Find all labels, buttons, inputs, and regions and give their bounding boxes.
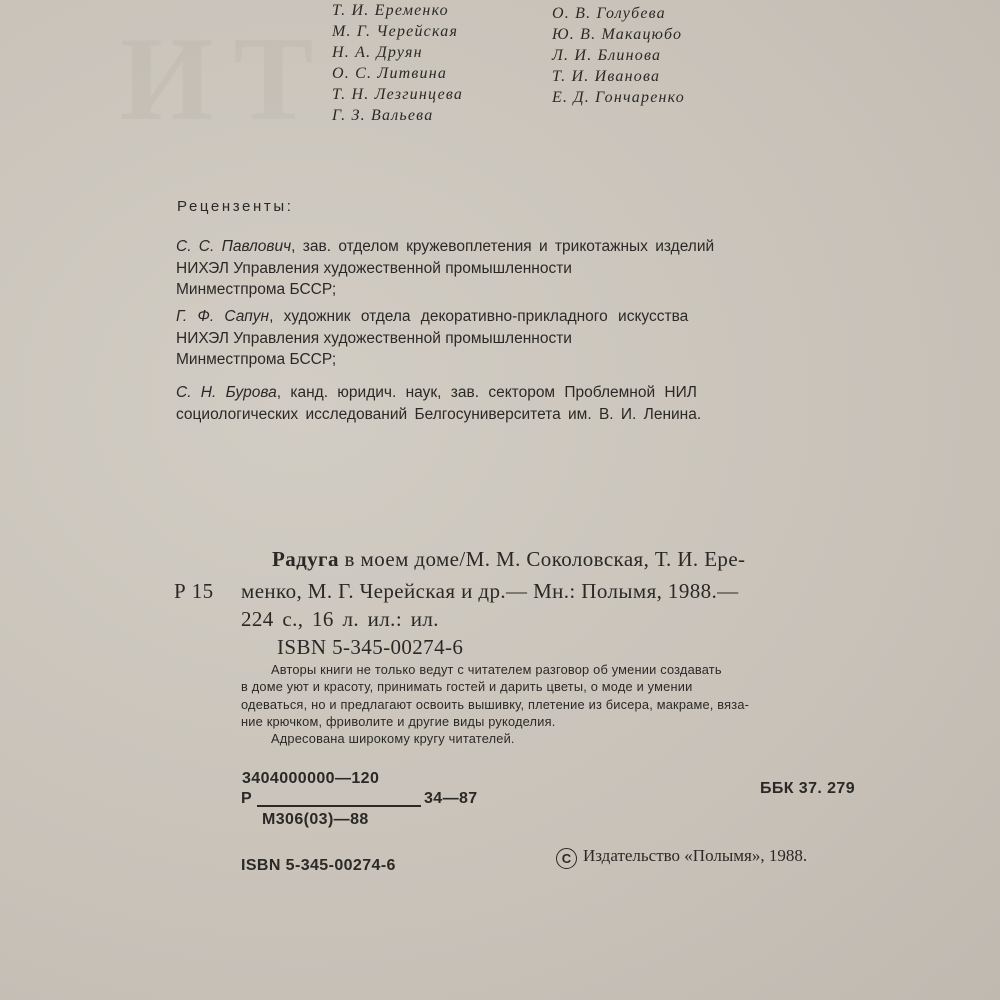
code-divider xyxy=(257,805,421,807)
author-name: Т. И. Иванова xyxy=(552,68,661,85)
author-name: Е. Д. Гончаренко xyxy=(552,89,685,106)
reviewer-entry: С. Н. Бурова, канд. юридич. наук, зав. сектором Проблемной НИЛ социологических исследований Белгосуниверситета им. В. И. Ленина. xyxy=(176,384,702,423)
bbk-code: ББК 37. 279 xyxy=(760,780,855,797)
copyright-line: С Издательство «Полымя», 1988. xyxy=(556,846,807,869)
catalog-index-code: Р 15 xyxy=(174,579,214,603)
footer-isbn: ISBN 5-345-00274-6 xyxy=(241,857,396,874)
reviewer-name: С. Н. Бурова xyxy=(176,384,277,401)
code-middle-number: 34—87 xyxy=(424,790,478,807)
author-name: Н. А. Друян xyxy=(332,44,423,61)
author-name: Г. З. Вальева xyxy=(332,107,434,124)
catalog-imprint-line: менко, М. Г. Черейская и др.— Мн.: Полымя, 1988.— xyxy=(241,579,739,603)
annotation-line: ние крючком, фриволите и другие виды рукоделия. xyxy=(241,713,556,729)
author-name: О. С. Литвина xyxy=(332,65,448,82)
author-name: Л. И. Блинова xyxy=(552,47,662,64)
authors-right-column xyxy=(552,3,685,108)
annotation-line: Авторы книги не только ведут с читателем разговор об умении создавать xyxy=(271,662,722,677)
code-top: 3404000000—120 xyxy=(242,770,380,787)
annotation-line: в доме уют и красоту, принимать гостей и дарить цветы, о моде и умении xyxy=(241,679,693,695)
annotation-line: одеваться, но и предлагают освоить вышивку, плетение из бисера, макраме, вяза- xyxy=(241,696,750,712)
author-name: Ю. В. Макацюбо xyxy=(552,26,683,43)
author-name: Т. И. Еременко xyxy=(332,2,449,19)
reviewer-name: Г. Ф. Сапун xyxy=(176,308,270,325)
authors-left-column xyxy=(332,0,463,126)
catalog-isbn: ISBN 5-345-00274-6 xyxy=(277,635,464,659)
book-title: Радуга xyxy=(272,547,339,571)
code-middle-letter: Р xyxy=(241,790,253,807)
reviewer-entry: С. С. Павлович, зав. отделом кружевоплетения и трикотажных изделий НИХЭЛ Управления художественной промышленности Минместпрома БССР; xyxy=(176,238,715,298)
author-name: О. В. Голубева xyxy=(552,5,666,22)
reviewer-name: С. С. Павлович xyxy=(176,238,292,255)
annotation xyxy=(241,661,873,747)
copyright-icon: С xyxy=(556,848,577,869)
author-name: Т. Н. Лезгинцева xyxy=(332,86,464,103)
annotation-line: Адресована широкому кругу читателей. xyxy=(271,731,515,747)
reviewer-entry: Г. Ф. Сапун, художник отдела декоративно-прикладного искусства НИХЭЛ Управления художественной промышленности Минместпрома БССР; xyxy=(176,308,689,368)
code-bottom: М306(03)—88 xyxy=(262,811,369,828)
catalog-pages-line: 224 с., 16 л. ил.: ил. xyxy=(241,607,439,631)
author-name: М. Г. Черейская xyxy=(332,23,459,40)
catalog-title-line: Радуга в моем доме/М. М. Соколовская, Т. И. Ере- xyxy=(272,547,746,571)
show-through-print: ИТ xyxy=(120,12,334,145)
reviewers-heading: Рецензенты: xyxy=(177,198,294,215)
